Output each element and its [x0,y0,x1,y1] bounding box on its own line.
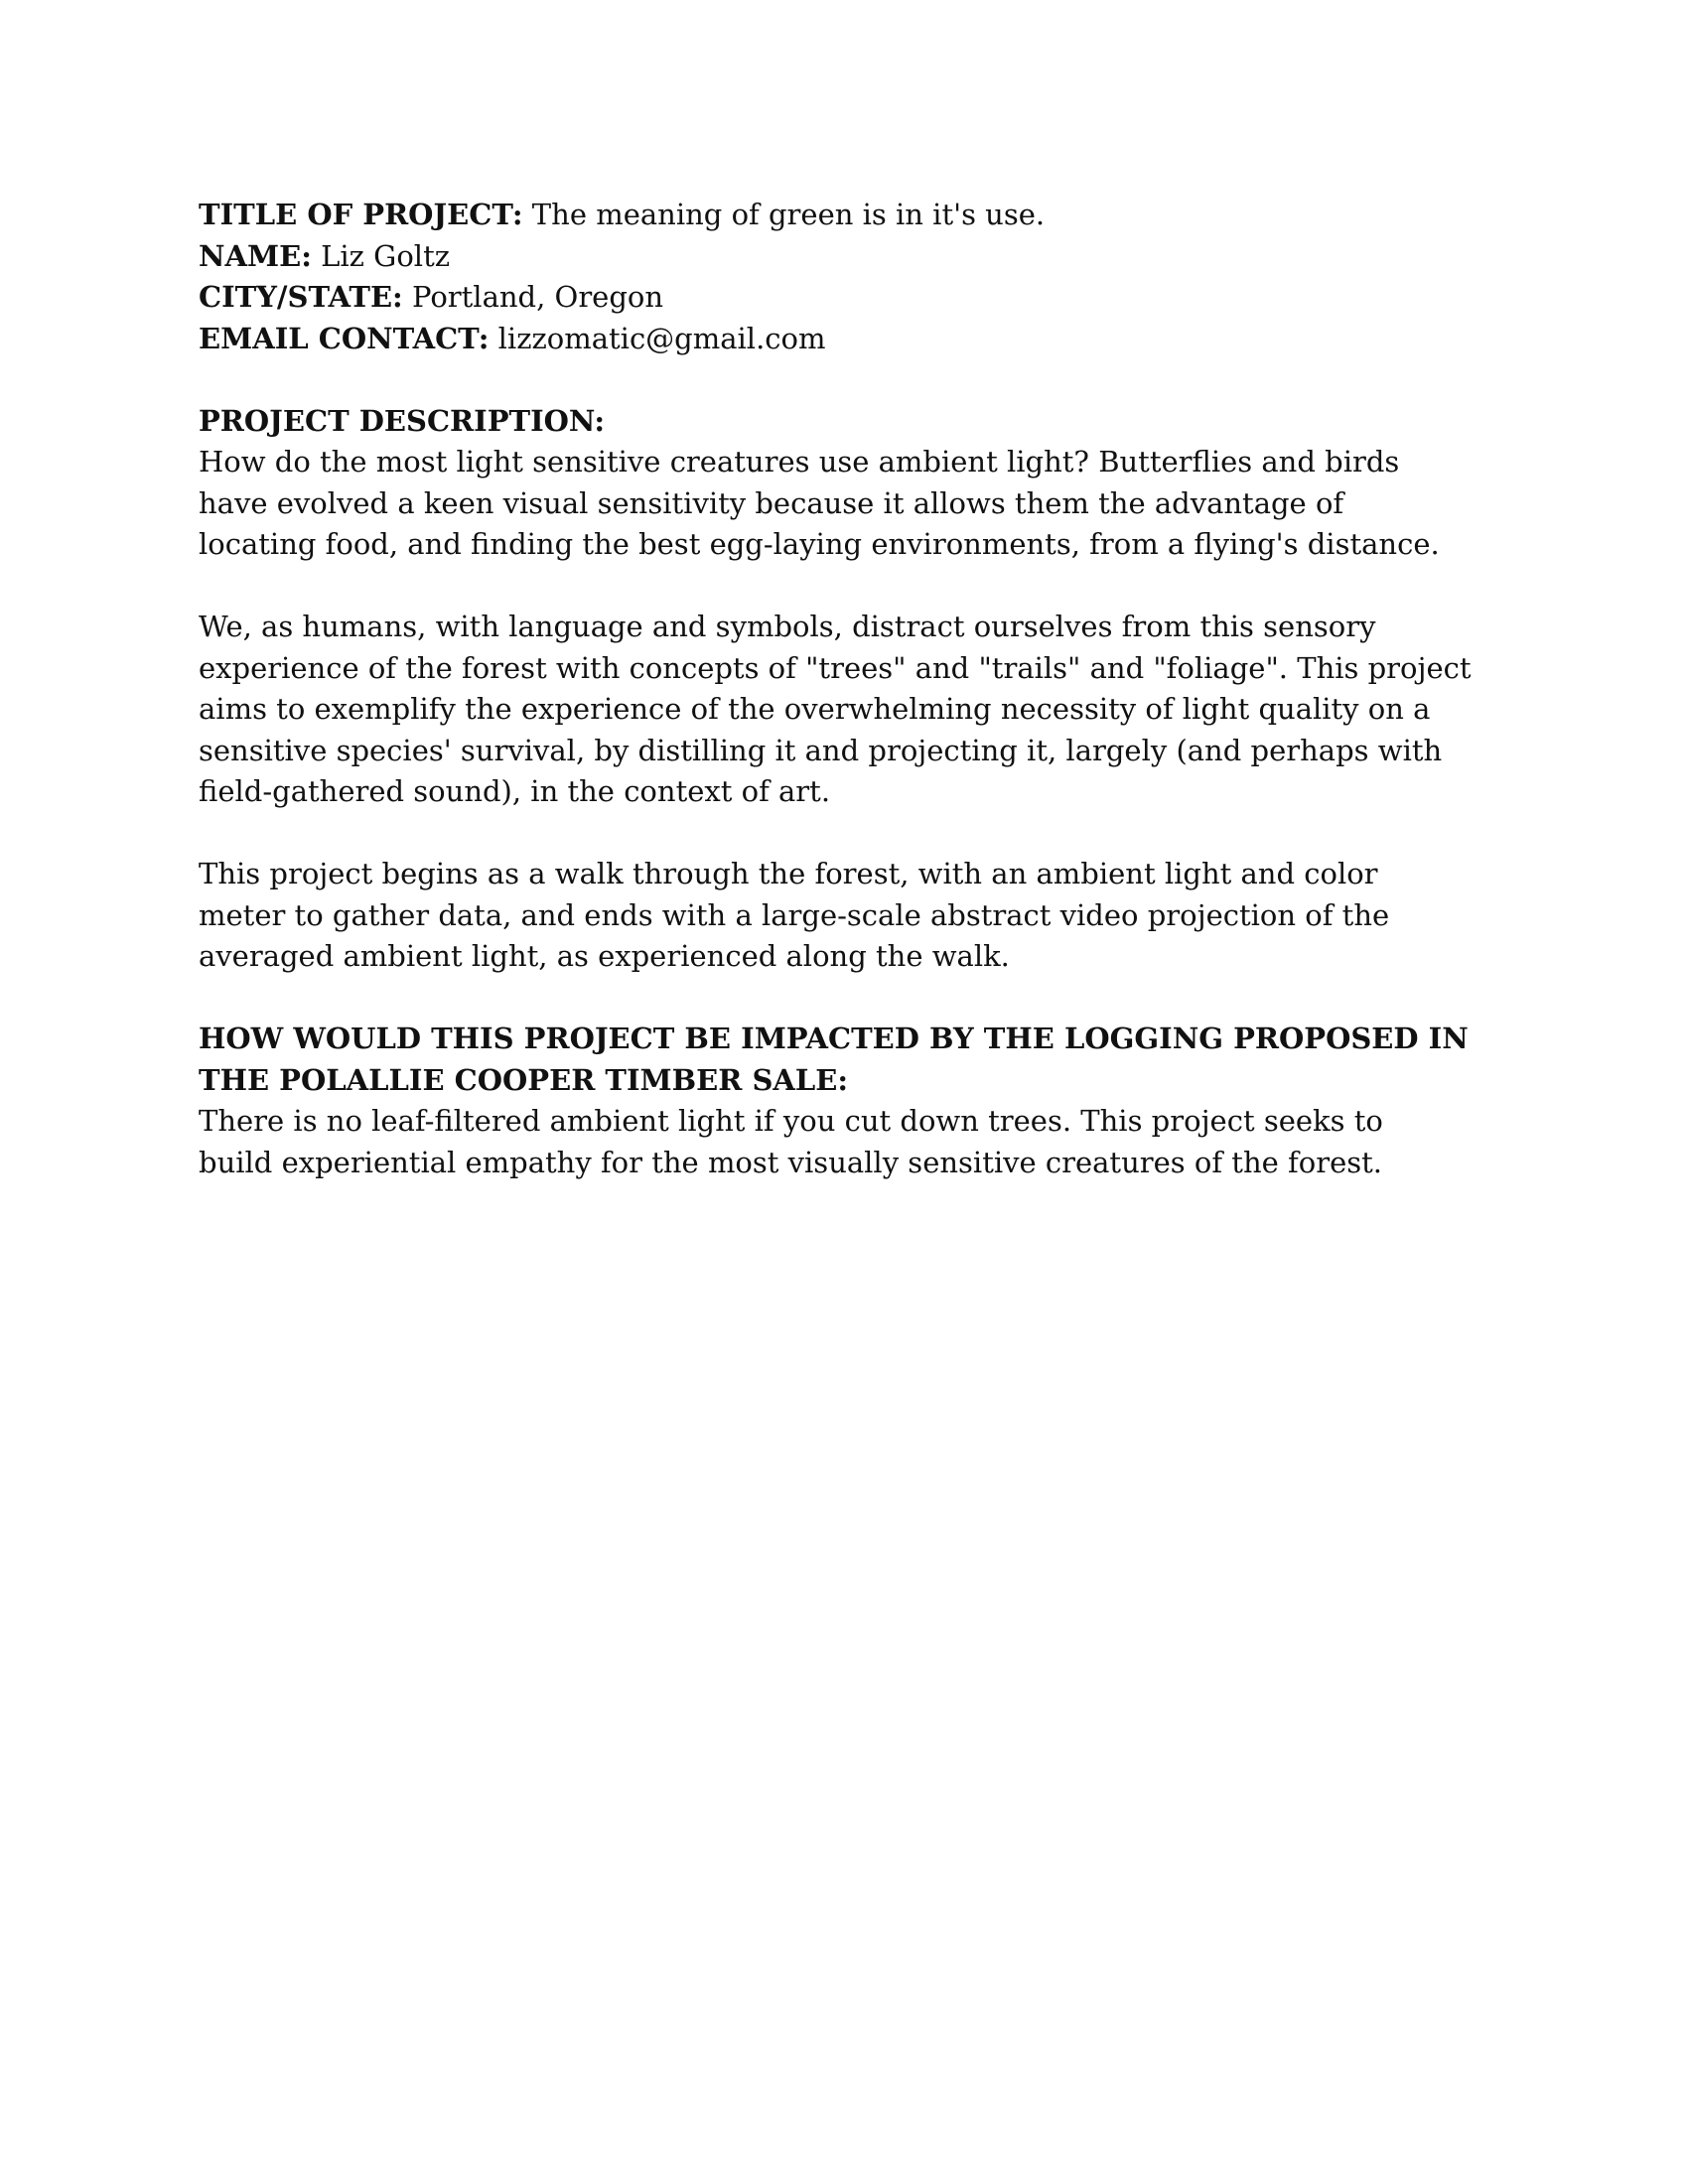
paragraph-line: sensitive species' survival, by distilling it and projecting it, largely (and perhaps with [199,733,1443,767]
impact-heading-line: THE POLALLIE COOPER TIMBER SALE: [199,1062,849,1097]
name-field [199,236,1519,278]
email-label: EMAIL CONTACT: [199,321,490,355]
document-page [199,195,1519,1183]
paragraph-line: averaged ambient light, as experienced along the walk. [199,939,1010,973]
name-value: Liz Goltz [311,238,451,273]
paragraph-line: field-gathered sound), in the context of art. [199,774,831,808]
city-state-field [199,277,1519,319]
impact-heading-line: HOW WOULD THIS PROJECT BE IMPACTED BY THE LOGGING PROPOSED IN [199,1022,1469,1055]
email-field [199,319,1519,360]
name-label: NAME: [199,238,312,273]
impact-heading [199,1019,1519,1101]
title-value: The meaning of green is in it's use. [522,198,1046,231]
email-value: lizzomatic@gmail.com [489,321,826,355]
paragraph-line: experience of the forest with concepts of "trees" and "trails" and "foliage". This project [199,650,1472,685]
paragraph-line: locating food, and finding the best egg-laying environments, from a flying's distance. [199,527,1440,561]
description-paragraph-2 [199,607,1519,813]
paragraph-line: meter to gather data, and ends with a large-scale abstract video projection of the [199,897,1390,932]
paragraph-line: This project begins as a walk through the forest, with an ambient light and color [199,857,1378,890]
description-paragraph-3 [199,854,1519,978]
impact-paragraph [199,1101,1519,1183]
title-field [199,195,1519,236]
city-state-value: Portland, Oregon [402,280,664,314]
description-paragraph-1 [199,442,1519,566]
spacer [199,359,1519,401]
title-label: TITLE OF PROJECT: [199,198,523,231]
spacer [199,566,1519,608]
paragraph-line: How do the most light sensitive creatures use ambient light? Butterflies and birds [199,445,1400,478]
paragraph-line: There is no leaf-filtered ambient light if you cut down trees. This project seeks to [199,1104,1383,1138]
spacer [199,813,1519,855]
paragraph-line: build experiential empathy for the most visually sensitive creatures of the forest. [199,1145,1382,1179]
paragraph-line: aims to exemplify the experience of the overwhelming necessity of light quality on a [199,692,1431,726]
spacer [199,978,1519,1020]
description-heading: PROJECT DESCRIPTION: [199,403,606,438]
city-state-label: CITY/STATE: [199,280,403,314]
paragraph-line: We, as humans, with language and symbols, distract ourselves from this sensory [199,610,1376,643]
paragraph-line: have evolved a keen visual sensitivity because it allows them the advantage of [199,485,1344,520]
